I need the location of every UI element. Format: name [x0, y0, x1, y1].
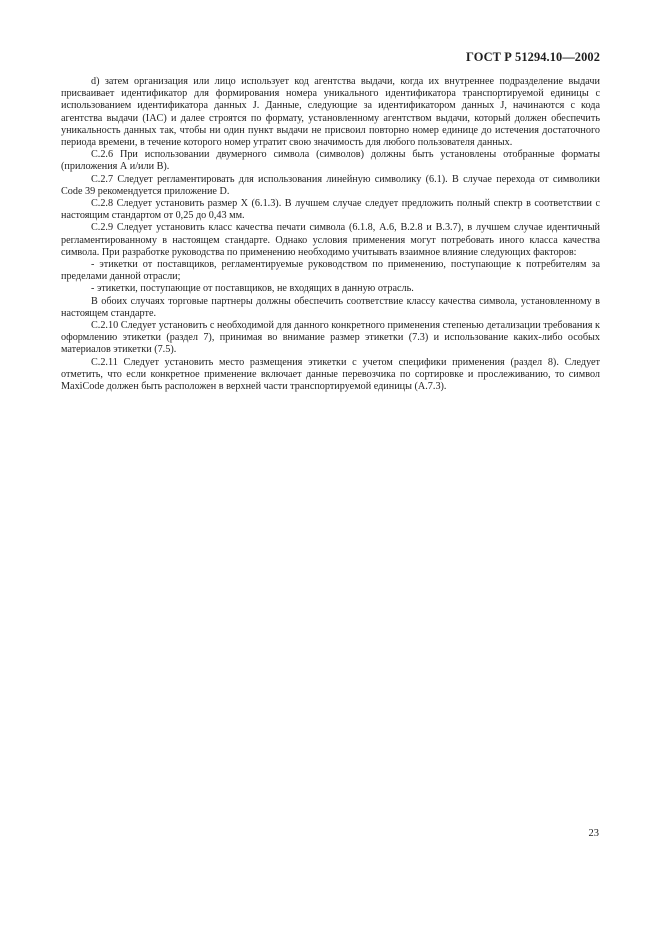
paragraph-c28: C.2.8 Следует установить размер X (6.1.3). В лучшем случае следует предложить полный спектр в соответствии с настоящим стандартом от 0,25 до 0,43 мм.	[61, 198, 600, 222]
page-number: 23	[588, 828, 599, 839]
paragraph-c26: C.2.6 При использовании двумерного символа (символов) должны быть установлены отобранные форматы (приложения А и/или В).	[61, 149, 600, 173]
paragraph-d: d) затем организация или лицо использует код агентства выдачи, когда их внутреннее подразделение выдачи присваивает идентификатор для формирования номера уникального идентификатора транспортируемой единицы с использованием идентификатора данных J. Данные, следующие за идентификатором данных J, начинаются с кода агентства выдачи (IAC) и далее строятся по формату, установленному агентством выдачи, который должен обеспечить уникальность данных так, чтобы ни один пункт выдачи не присвоил повторно номер единице до истечения достаточного периода времени, в течение которого номер утратит свою значимость для любого пользователя данных.	[61, 76, 600, 149]
paragraph-c29: C.2.9 Следует установить класс качества печати символа (6.1.8, А.6, В.2.8 и В.3.7), в лучшем случае идентичный регламентированному в настоящем стандарте. Однако условия применения могут потребовать иного класса качества символа. При разработке руководства по применению необходимо учитывать взаимное влияние следующих факторов:	[61, 222, 600, 258]
paragraph-trade-partners: В обоих случаях торговые партнеры должны обеспечить соответствие классу качества символа, установленному в настоящем стандарте.	[61, 295, 600, 319]
list-item-suppliers-regulated: - этикетки от поставщиков, регламентируемые руководством по применению, поступающие к потребителям за пределами данной отрасли;	[61, 259, 600, 283]
paragraph-c210: C.2.10 Следует установить с необходимой для данного конкретного применения степенью детализации требования к оформлению этикетки (раздел 7), принимая во внимание размер этикетки (7.3) и использование каких-либо особых материалов этикетки (7.5).	[61, 320, 600, 356]
paragraph-c27: C.2.7 Следует регламентировать для использования линейную символику (6.1). В случае перехода от символики Code 39 рекомендуется приложение D.	[61, 173, 600, 197]
document-body	[61, 76, 600, 393]
document-header: ГОСТ Р 51294.10—2002	[466, 50, 600, 64]
list-item-suppliers-outside: - этикетки, поступающие от поставщиков, не входящих в данную отрасль.	[91, 283, 414, 295]
paragraph-c211: C.2.11 Следует установить место размещения этикетки с учетом специфики применения (раздел 8). Следует отметить, что если конкретное применение включает данные перевозчика по сортировке и прослеживанию, то символ MaxiCode должен быть расположен в верхней части транспортируемой единицы (А.7.3).	[61, 356, 600, 393]
